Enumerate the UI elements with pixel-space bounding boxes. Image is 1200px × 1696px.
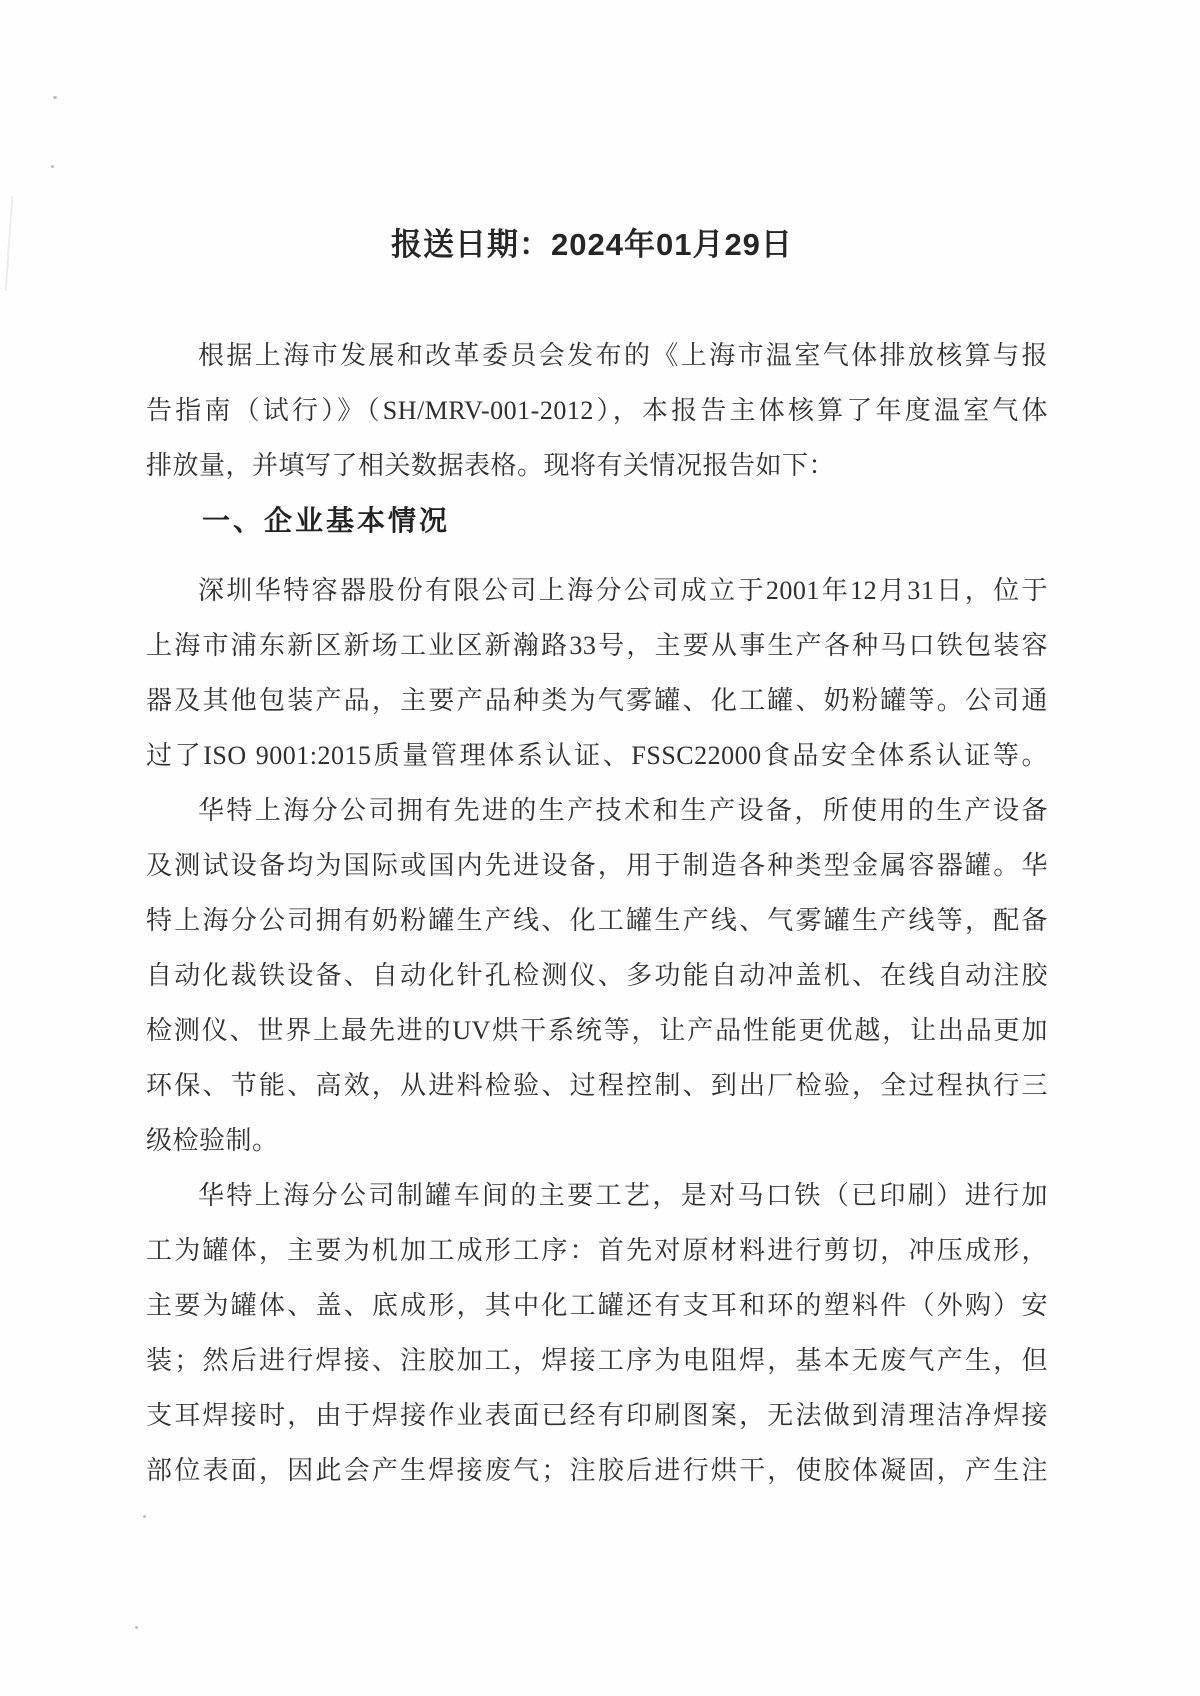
paragraph-3-line: 华特上海分公司拥有先进的生产技术和生产设备，所使用的生产设备 [198,796,1048,825]
scan-speckle [51,165,54,168]
scan-speckle [143,1515,146,1518]
paragraph-2-line: 过了ISO 9001:2015质量管理体系认证、FSSC22000食品安全体系认证等。 [146,741,1048,770]
paragraph-1-line: 根据上海市发展和改革委员会发布的《上海市温室气体排放核算与报 [198,341,1048,370]
paragraph-3-line: 检测仪、世界上最先进的UV烘干系统等，让产品性能更优越，让出品更加 [146,1016,1048,1045]
paragraph-2-line: 器及其他包装产品，主要产品种类为气雾罐、化工罐、奶粉罐等。公司通 [146,686,1048,715]
paragraph-4-line: 工为罐体，主要为机加工成形工序：首先对原材料进行剪切，冲压成形， [146,1236,1048,1265]
paragraph-3-line: 环保、节能、高效，从进料检验、过程控制、到出厂检验，全过程执行三 [146,1071,1048,1100]
scan-edge-mark [5,196,14,291]
paragraph-2-line: 深圳华特容器股份有限公司上海分公司成立于2001年12月31日，位于 [198,576,1048,605]
section-heading: 一、企业基本情况 [202,505,451,536]
paragraph-3-line: 及测试设备均为国际或国内先进设备，用于制造各种类型金属容器罐。华 [146,851,1048,880]
paragraph-1-line: 告指南（试行）》（SH/MRV-001-2012），本报告主体核算了年度温室气体 [146,396,1048,425]
paragraph-3-line: 级检验制。 [146,1126,279,1155]
paragraph-4-line: 主要为罐体、盖、底成形，其中化工罐还有支耳和环的塑料件（外购）安 [146,1291,1048,1320]
paragraph-4-line: 装；然后进行焊接、注胶加工，焊接工序为电阻焊，基本无废气产生，但 [146,1346,1048,1375]
paragraph-1-line: 排放量，并填写了相关数据表格。现将有关情况报告如下： [146,451,836,480]
document-body [146,328,1048,1498]
paragraph-4-line: 支耳焊接时，由于焊接作业表面已经有印刷图案，无法做到清理洁净焊接 [146,1401,1048,1430]
scan-speckle [135,1626,138,1629]
paragraph-4-line: 华特上海分公司制罐车间的主要工艺，是对马口铁（已印刷）进行加 [198,1181,1048,1210]
paragraph-4-line: 部位表面，因此会产生焊接废气；注胶后进行烘干，使胶体凝固，产生注 [146,1456,1048,1485]
scan-speckle [53,96,57,99]
report-date-title: 报送日期：2024年01月29日 [391,227,793,262]
paragraph-2-line: 上海市浦东新区新场工业区新瀚路33号，主要从事生产各种马口铁包装容 [146,631,1048,660]
paragraph-3-line: 特上海分公司拥有奶粉罐生产线、化工罐生产线、气雾罐生产线等，配备 [146,906,1048,935]
paragraph-3-line: 自动化裁铁设备、自动化针孔检测仪、多功能自动冲盖机、在线自动注胶 [146,961,1048,990]
